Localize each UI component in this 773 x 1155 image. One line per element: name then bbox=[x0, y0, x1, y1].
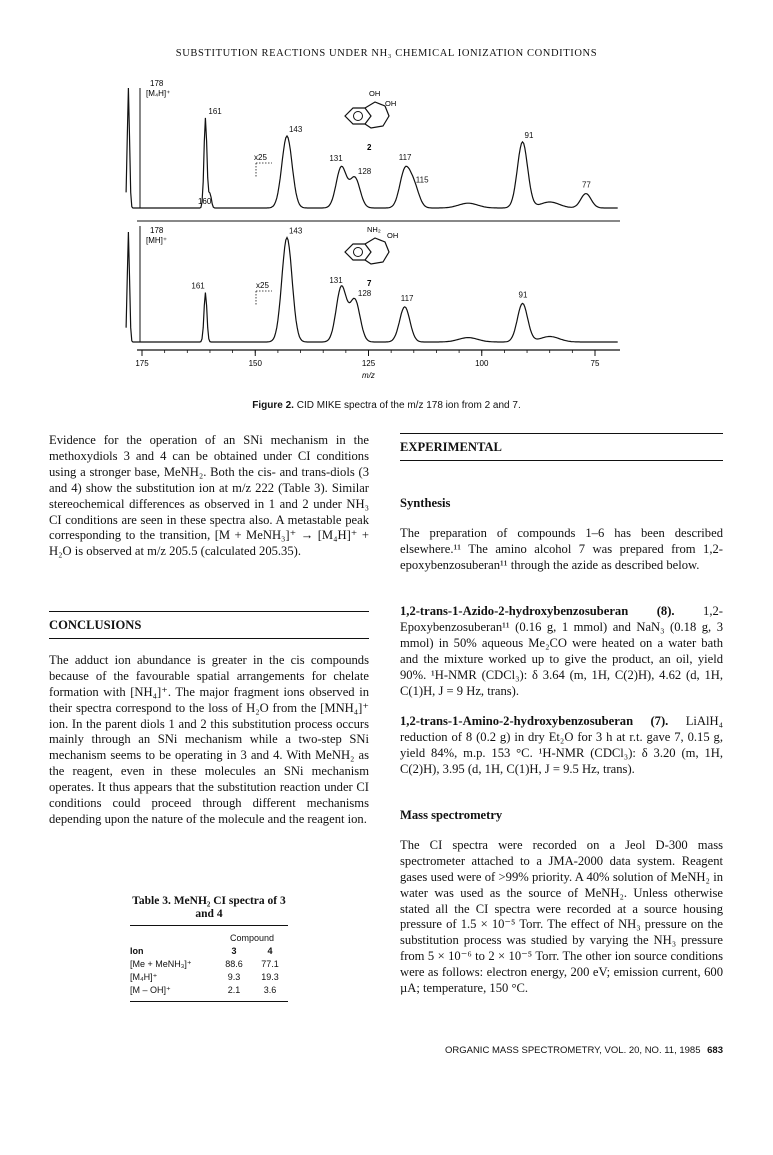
page-number: 683 bbox=[707, 1045, 723, 1056]
azido-text: 1,2-Epoxybenzosuberan¹¹ (0.16 g, 1 mmol) and NaN₃ (0.18 g, 3 mmol) in 50% aqueous Me₂CO were heated on a water bath and the mixture worked up to give the product, an oil, yield 90%. ¹H-NMR (CDCl₃): δ 3.64 (m, 1H, C(2)H), 4.62 (d, 1H, C(1)H, J = 9 Hz, trans). bbox=[400, 604, 723, 698]
evidence-paragraph: Evidence for the operation of an SNi mechanism in the methoxydiols 3 and 4 can be obtained under CI conditions using a stronger base, MeNH₂. Both the cis- and trans-diols (3 and 4) show the substitution ion at m/z 222 (Table 3). Similar stereochemical differences as observed in 1 and 2 under NH₃ CI conditions are seen in these spectra also. A metastable peak corresponding to the transition, [M + MeNH₃]⁺ → [M₄H]⁺ + H₂O is observed at m/z 205.5 (calculated 205.35). bbox=[49, 433, 369, 559]
magnification-label: x25 bbox=[256, 281, 269, 290]
peak-label: 128 bbox=[357, 167, 372, 176]
peak-label: 161 bbox=[191, 281, 205, 291]
parent-ion-label: [M₄H]⁺ bbox=[146, 89, 171, 98]
peak-label: 117 bbox=[398, 153, 412, 162]
ms-section bbox=[400, 808, 723, 997]
amino-text: LiAlH₄ reduction of 8 (0.2 g) in dry Et₂O for 3 h at r.t. gave 7, 0.15 g, yield 84%, m.p. 153 °C. ¹H-NMR (CDCl₃): δ 3.20 (m, 1H, C(2)H), 3.95 (d, 1H, C(1)H, J = 9.5 Hz, trans). bbox=[400, 714, 723, 776]
x-tick-label: 125 bbox=[361, 359, 376, 368]
journal-citation: ORGANIC MASS SPECTROMETRY, VOL. 20, NO. 11, 1985 bbox=[444, 1045, 701, 1056]
amino-procedure bbox=[400, 714, 723, 778]
spectrum-top-2 bbox=[126, 79, 618, 208]
benzene-ring bbox=[345, 244, 371, 260]
peak-label: 115 bbox=[415, 175, 429, 185]
conclusions-paragraph: The adduct ion abundance is greater in the cis compounds because of the favourable spatial arrangements for chelate formation with [NH₄]⁺. The major fragment ions observed in their spectra correspond to the loss of H₂O from the [MNH₄]⁺ ion. In the parent diols 1 and 2 this substitution process occurs mainly through an SNi mechanism while a two-step SNi mechanism seems to be operating in 3 and 4. With MeNH₂ as the reagent, even in these molecules an SNi mechanism operates. It thus appears that the substitution reaction under CI conditions could proceed through different mechanisms depending upon the nature of the molecule and the reagent ion. bbox=[49, 652, 369, 826]
x-axis-label: m/z bbox=[362, 371, 375, 380]
compound-number: 2 bbox=[367, 143, 372, 152]
struct-oh-label: OH bbox=[385, 99, 397, 108]
running-title: SUBSTITUTION REACTIONS UNDER NH₃ CHEMICAL IONIZATION CONDITIONS bbox=[175, 48, 598, 59]
table-row: [Me + MeNH₃]⁺ 88.6 77.1 bbox=[130, 959, 279, 969]
table-row: [M – OH]⁺ 2.1 3.6 bbox=[130, 985, 277, 995]
structure-diol-2 bbox=[345, 89, 396, 152]
magnification-bracket bbox=[256, 291, 272, 306]
peak-label: 160 bbox=[197, 197, 212, 206]
table-row: [M₄H]⁺ 9.3 19.3 bbox=[130, 972, 279, 982]
figure-caption bbox=[0, 400, 773, 411]
aromatic-circle bbox=[354, 248, 363, 257]
compound-number: 7 bbox=[367, 279, 372, 288]
peak-label: 161 bbox=[208, 107, 222, 116]
parent-ion-label: [MH]⁺ bbox=[146, 236, 168, 245]
experimental-section bbox=[400, 433, 723, 461]
parent-ion-mass: 178 bbox=[150, 226, 164, 235]
conclusions-section bbox=[49, 611, 369, 828]
azido-title: 1,2-trans-1-Azido-2-hydroxybenzosuberan (8). bbox=[400, 604, 675, 618]
struct-oh-label: OH bbox=[369, 89, 381, 98]
spectrum-trace bbox=[126, 88, 618, 208]
parent-ion-mass: 178 bbox=[150, 79, 164, 88]
col-ion: Ion bbox=[130, 946, 144, 956]
mike-spectra-figure bbox=[0, 0, 773, 400]
caption-label: Figure 2. bbox=[252, 400, 294, 411]
mz-axis bbox=[135, 350, 620, 380]
ms-heading: Mass spectrometry bbox=[400, 808, 503, 822]
table-3 bbox=[130, 895, 288, 1002]
synthesis-paragraph: The preparation of compounds 1–6 has been described elsewhere.¹¹ The amino alcohol 7 was prepared from 1,2-epoxybenzosuberan¹¹ through the azide as described below. bbox=[400, 525, 723, 572]
seven-ring bbox=[365, 238, 389, 264]
aromatic-circle bbox=[354, 112, 363, 121]
benzene-ring bbox=[345, 108, 371, 124]
peak-label: 143 bbox=[288, 125, 303, 134]
col-3: 3 bbox=[231, 946, 237, 956]
amino-title: 1,2-trans-1-Amino-2-hydroxybenzosuberan (7). bbox=[400, 714, 669, 728]
peak-label: 117 bbox=[400, 293, 414, 303]
struct-oh-label: OH bbox=[387, 231, 399, 240]
col-4: 4 bbox=[267, 946, 273, 956]
spectrum-bottom-7 bbox=[126, 225, 618, 342]
journal-footer bbox=[400, 1045, 723, 1056]
table-title: Table 3. MeNH₂ CI spectra of 3 and 4 bbox=[132, 895, 286, 920]
peak-label: 91 bbox=[518, 290, 528, 300]
peak-label: 143 bbox=[288, 226, 303, 236]
left-column bbox=[49, 433, 369, 560]
x-tick-label: 150 bbox=[248, 359, 262, 368]
magnification-label: x25 bbox=[254, 153, 267, 162]
conclusions-heading: CONCLUSIONS bbox=[49, 618, 142, 632]
peak-label: 128 bbox=[357, 289, 372, 299]
peak-label: 131 bbox=[329, 276, 343, 285]
caption-text: CID MIKE spectra of the m/z 178 ion from 2 and 7. bbox=[296, 400, 521, 411]
peak-label: 91 bbox=[524, 131, 534, 140]
azido-procedure bbox=[400, 604, 723, 699]
compound-header: Compound bbox=[229, 933, 275, 943]
x-tick-label: 100 bbox=[475, 359, 489, 368]
struct-nh2-label: NH₂ bbox=[367, 225, 381, 234]
experimental-heading: EXPERIMENTAL bbox=[400, 440, 502, 454]
structure-amino-alcohol-7 bbox=[345, 225, 398, 288]
ms-paragraph: The CI spectra were recorded on a Jeol D-300 mass spectrometer attached to a JMA-2000 data system. Reagent gases used were of >99% priority. A 40% solution of MeNH₂ in water was used as the source of MeNH₂. Unless otherwise stated all the CI spectra were recorded at a source housing pressure of 1.5 × 10⁻⁵ Torr. The effect of NH₃ pressure on the substitution process was studied by varying the NH₃ pressure from 5 × 10⁻⁶ to 2 × 10⁻⁵ Torr. The other ion source conditions were as follows: electron energy, 200 eV; emission current, 600 µA; temperature, 150 °C. bbox=[400, 837, 723, 996]
x-tick-label: 75 bbox=[590, 359, 600, 368]
peak-label: 77 bbox=[581, 180, 591, 190]
magnification-bracket bbox=[256, 163, 272, 178]
x-tick-label: 175 bbox=[135, 359, 149, 368]
peak-label: 131 bbox=[329, 154, 343, 164]
synthesis-section bbox=[400, 496, 723, 574]
synthesis-heading: Synthesis bbox=[400, 496, 451, 510]
